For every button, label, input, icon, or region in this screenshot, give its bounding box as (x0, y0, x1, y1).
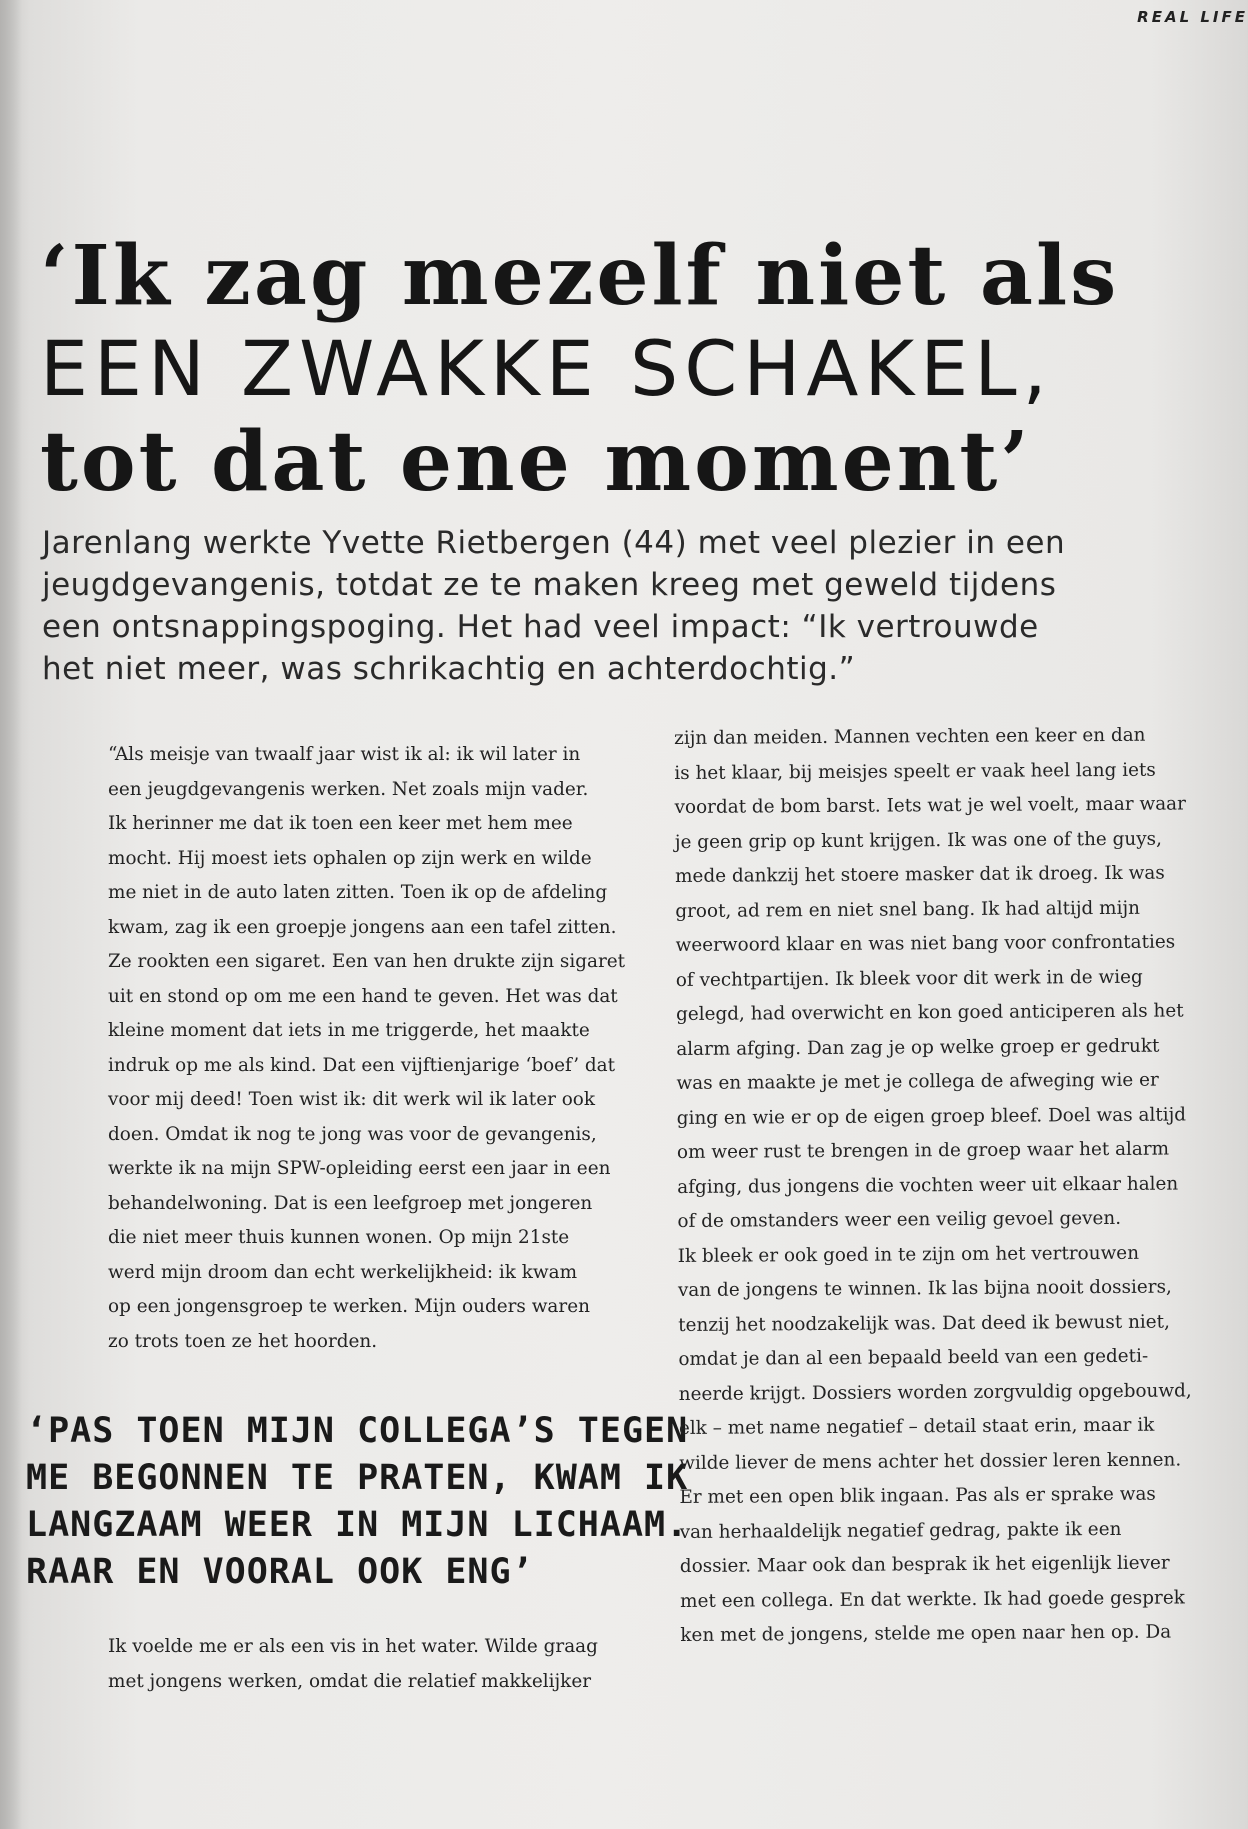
body-line: mede dankzij het stoere masker dat ik droeg. Ik was (675, 862, 1165, 887)
body-line: indruk op me als kind. Dat een vijftienjarige ‘boef’ dat (108, 1054, 616, 1076)
section-tag: REAL LIFE (1137, 8, 1248, 26)
headline-line-1: ‘Ik zag mezelf niet als (40, 228, 1120, 324)
body-column-left (108, 738, 668, 1359)
body-line: mocht. Hij moest iets ophalen op zijn werk en wilde (108, 847, 592, 869)
body-line: doen. Omdat ik nog te jong was voor de gevangenis, (108, 1123, 597, 1145)
body-line: ging en wie er op de eigen groep bleef. Doel was altijd (676, 1103, 1187, 1129)
body-line: die niet meer thuis kunnen wonen. Op mijn 21ste (108, 1227, 570, 1248)
intro-line: jeugdgevangenis, totdat ze te maken kreeg met geweld tijdens (42, 567, 1057, 603)
body-line: kwam, zag ik een groepje jongens aan een tafel zitten. (108, 916, 617, 938)
body-line: werkte ik na mijn SPW-opleiding eerst een jaar in een (108, 1158, 611, 1179)
pull-quote-line: RAAR EN VOORAL OOK ENG’ (26, 1552, 534, 1592)
body-line: wilde liever de mens achter het dossier leren kennen. (679, 1448, 1182, 1474)
pull-quote (26, 1408, 689, 1596)
body-line: gelegd, had overwicht en kon goed anticiperen als het (675, 1000, 1184, 1025)
body-line: uit en stond op om me een hand te geven. Het was dat (108, 985, 618, 1007)
body-line: me niet in de auto laten zitten. Toen ik op de afdeling (108, 882, 608, 903)
body-line: dossier. Maar ook dan besprak ik het eigenlijk liever (679, 1552, 1170, 1577)
body-line: om weer rust te brengen in de groep waar het alarm (676, 1138, 1170, 1163)
body-line: met jongens werken, omdat die relatief makkelijker (108, 1670, 591, 1692)
body-column-left-continued (108, 1630, 668, 1699)
body-line: voordat de bom barst. Iets wat je wel voelt, maar waar (674, 793, 1186, 818)
pull-quote-line: ‘PAS TOEN MIJN COLLEGA’S TEGEN (26, 1411, 689, 1451)
body-line: voor mij deed! Toen wist ik: dit werk wil ik later ook (108, 1089, 596, 1110)
body-line: “Als meisje van twaalf jaar wist ik al: ik wil later in (108, 744, 581, 765)
pull-quote-line: ME BEGONNEN TE PRATEN, KWAM IK (26, 1458, 689, 1498)
body-line: of de omstanders weer een veilig gevoel geven. (677, 1207, 1122, 1232)
body-line: weerwoord klaar en was niet bang voor confrontaties (675, 931, 1176, 956)
body-line: ken met de jongens, stelde me open naar hen op. Da (680, 1621, 1172, 1646)
body-line: van herhaaldelijk negatief gedrag, pakte ik een (679, 1518, 1122, 1543)
body-line: behandelwoning. Dat is een leefgroep met jongeren (108, 1192, 593, 1214)
page-gutter-shadow (0, 0, 22, 1829)
body-line: neerde krijgt. Dossiers worden zorgvuldig opgebouwd, (678, 1379, 1192, 1405)
headline (40, 230, 1220, 508)
body-line: een jeugdgevangenis werken. Net zoals mijn vader. (108, 778, 589, 800)
body-line: Ik bleek er ook goed in te zijn om het vertrouwen (677, 1242, 1140, 1267)
body-line: met een collega. En dat werkte. Ik had goede gesprek (680, 1586, 1185, 1612)
headline-line-3: tot dat ene moment’ (40, 414, 1032, 510)
headline-line-2: EEN ZWAKKE SCHAKEL, (40, 324, 1053, 413)
body-column-right (674, 718, 1248, 1653)
body-line: je geen grip op kunt krijgen. Ik was one of the guys, (674, 828, 1162, 853)
body-line: Ze rookten een sigaret. Een van hen drukte zijn sigaret (108, 951, 626, 972)
body-line: zo trots toen ze het hoorden. (108, 1330, 378, 1352)
body-line: is het klaar, bij meisjes speelt er vaak heel lang iets (674, 759, 1156, 784)
body-line: was en maakte je met je collega de afweging wie er (676, 1069, 1159, 1094)
body-line: groot, ad rem en niet snel bang. Ik had altijd mijn (675, 897, 1141, 922)
body-line: werd mijn droom dan echt werkelijkheid: ik kwam (108, 1261, 578, 1283)
body-line: Ik voelde me er als een vis in het water. Wilde graag (108, 1636, 598, 1657)
intro-line: Jarenlang werkte Yvette Rietbergen (44) met veel plezier in een (42, 525, 1066, 561)
intro-line: het niet meer, was schrikachtig en achterdochtig.” (42, 651, 856, 687)
body-line: omdat je dan al een bepaald beeld van een gedeti- (678, 1345, 1149, 1370)
body-line: Er met een open blik ingaan. Pas als er sprake was (679, 1483, 1156, 1508)
body-line: zijn dan meiden. Mannen vechten een keer en dan (674, 724, 1146, 749)
body-line: tenzij het noodzakelijk was. Dat deed ik bewust niet, (678, 1311, 1170, 1336)
intro-lead (42, 522, 1202, 690)
body-line: op een jongensgroep te werken. Mijn ouders waren (108, 1296, 590, 1317)
pull-quote-line: LANGZAAM WEER IN MIJN LICHAAM. (26, 1505, 689, 1545)
body-line: kleine moment dat iets in me triggerde, het maakte (108, 1020, 590, 1041)
body-line: afging, dus jongens die vochten weer uit elkaar halen (677, 1172, 1179, 1198)
intro-line: een ontsnappingspoging. Het had veel impact: “Ik vertrouwde (42, 609, 1039, 645)
body-line: Ik herinner me dat ik toen een keer met hem mee (108, 813, 573, 834)
body-line: van de jongens te winnen. Ik las bijna nooit dossiers, (677, 1276, 1172, 1301)
body-line: elk – met name negatief – detail staat erin, maar ik (678, 1414, 1155, 1439)
body-line: of vechtpartijen. Ik bleek voor dit werk in de wieg (675, 966, 1143, 991)
body-line: alarm afging. Dan zag je op welke groep er gedrukt (676, 1035, 1160, 1060)
